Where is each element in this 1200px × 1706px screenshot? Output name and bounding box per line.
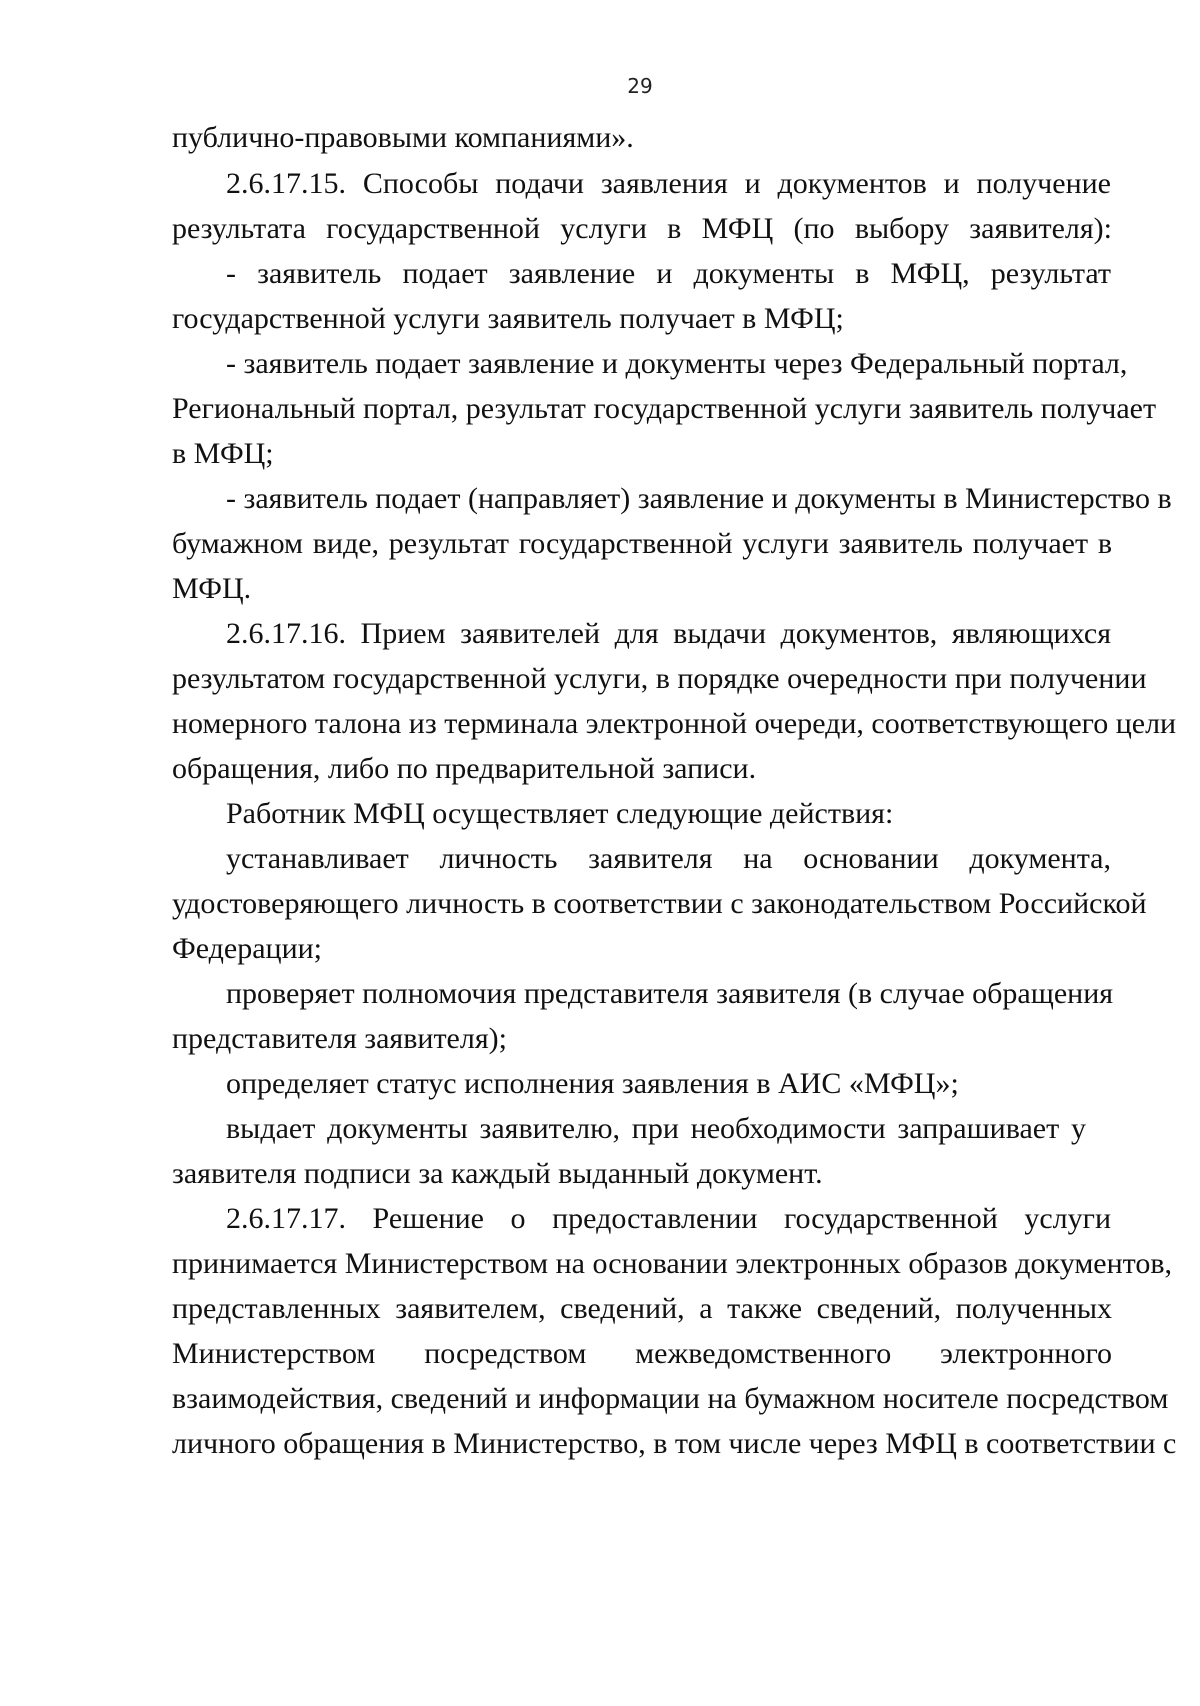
text-line: бумажном виде, результат государственной услуги заявитель получает в bbox=[172, 527, 1112, 560]
paragraph-2-6-17-15: 2.6.17.15. Способы подачи заявления и документов и получение bbox=[226, 167, 1111, 200]
list-item: - заявитель подает (направляет) заявление и документы в Министерство в bbox=[226, 482, 1172, 515]
text-line: МФЦ. bbox=[172, 572, 252, 605]
action-item: проверяет полномочия представителя заявителя (в случае обращения bbox=[226, 977, 1114, 1010]
paragraph-2-6-17-16: 2.6.17.16. Прием заявителей для выдачи документов, являющихся bbox=[226, 617, 1111, 650]
text-line: публично-правовыми компаниями». bbox=[172, 121, 634, 154]
action-item: выдает документы заявителю, при необходимости запрашивает у bbox=[226, 1112, 1086, 1145]
text-line: представленных заявителем, сведений, а также сведений, полученных bbox=[172, 1292, 1112, 1325]
text-line: Региональный портал, результат государственной услуги заявитель получает bbox=[172, 392, 1157, 425]
paragraph-2-6-17-17: 2.6.17.17. Решение о предоставлении государственной услуги bbox=[226, 1202, 1111, 1235]
text-line: Федерации; bbox=[172, 932, 323, 965]
list-item: - заявитель подает заявление и документы в МФЦ, результат bbox=[226, 257, 1111, 290]
text-line: принимается Министерством на основании электронных образов документов, bbox=[172, 1247, 1173, 1280]
action-item: определяет статус исполнения заявления в АИС «МФЦ»; bbox=[226, 1067, 959, 1100]
text-line: обращения, либо по предварительной записи. bbox=[172, 752, 757, 785]
list-item: - заявитель подает заявление и документы через Федеральный портал, bbox=[226, 347, 1128, 380]
text-line: Работник МФЦ осуществляет следующие действия: bbox=[226, 797, 894, 830]
text-line: номерного талона из терминала электронной очереди, соответствующего цели bbox=[172, 707, 1177, 740]
page-number: 29 bbox=[627, 74, 653, 98]
text-line: в МФЦ; bbox=[172, 437, 274, 470]
action-item: устанавливает личность заявителя на основании документа, bbox=[226, 842, 1111, 875]
text-line: государственной услуги заявитель получает в МФЦ; bbox=[172, 302, 844, 335]
text-line: Министерством посредством межведомственного электронного bbox=[172, 1337, 1112, 1370]
text-line: результата государственной услуги в МФЦ (по выбору заявителя): bbox=[172, 212, 1112, 245]
text-line: личного обращения в Министерство, в том числе через МФЦ в соответствии с bbox=[172, 1427, 1177, 1460]
text-line: взаимодействия, сведений и информации на бумажном носителе посредством bbox=[172, 1382, 1169, 1415]
text-line: результатом государственной услуги, в порядке очередности при получении bbox=[172, 662, 1147, 695]
text-line: заявителя подписи за каждый выданный документ. bbox=[172, 1157, 823, 1190]
text-line: удостоверяющего личность в соответствии с законодательством Российской bbox=[172, 887, 1147, 920]
text-line: представителя заявителя); bbox=[172, 1022, 507, 1055]
